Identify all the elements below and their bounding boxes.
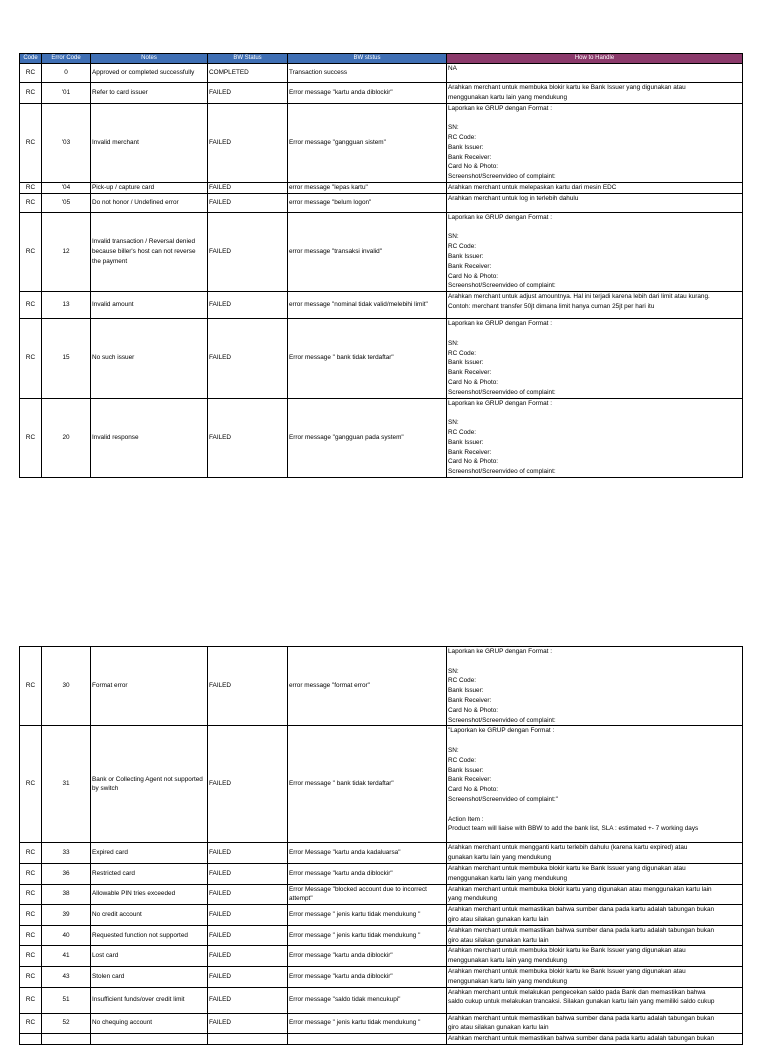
cell-code: RC [20, 398, 42, 477]
cell-error-code [42, 1034, 91, 1045]
table-row [20, 83, 743, 104]
cell-how-to-handle: Arahkan merchant untuk membuka blokir kartu ke Bank Issuer yang digunakan atau menggunakan kartu lain yang mendukung [447, 946, 743, 967]
cell-bw-status: FAILED [208, 193, 288, 212]
cell-how-to-handle: Arahkan merchant untuk memastikan bahwa sumber dana pada kartu adalah tabungan bukan giro atau silakan gunakan kartu lain [447, 905, 743, 926]
cell-notes: Format error [91, 647, 208, 726]
cell-notes: Invalid amount [91, 292, 208, 319]
cell-code: RC [20, 103, 42, 182]
cell-bw-status: FAILED [208, 863, 288, 884]
cell-error-code: 39 [42, 905, 91, 926]
error-code-table-bottom [19, 646, 743, 1045]
cell-bw-message: Transaction success [288, 64, 447, 83]
cell-notes: No such issuer [91, 319, 208, 398]
cell-error-code: 13 [42, 292, 91, 319]
cell-bw-message: Error message " jenis kartu tidak mendukung " [288, 1013, 447, 1034]
cell-how-to-handle: Arahkan merchant untuk membuka blokir kartu yang digunakan atau menggunakan kartu lain yang mendukung [447, 884, 743, 905]
cell-how-to-handle: Laporkan ke GRUP dengan Format : SN: RC Code: Bank Issuer: Bank Receiver: Card No & Photo: Screenshot/Screenvideo of complaint: [447, 398, 743, 477]
cell-bw-message: Error Message "kartu anda kadaluarsa" [288, 843, 447, 864]
cell-code: RC [20, 1013, 42, 1034]
table-row [20, 212, 743, 291]
cell-code: RC [20, 946, 42, 967]
cell-bw-status: FAILED [208, 212, 288, 291]
table-row [20, 987, 743, 1013]
cell-notes: Insufficient funds/over credit limit [91, 987, 208, 1013]
cell-code: RC [20, 193, 42, 212]
cell-notes: Pick-up / capture card [91, 182, 208, 193]
cell-error-code: 15 [42, 319, 91, 398]
cell-bw-message: Error message "kartu anda diblockir" [288, 863, 447, 884]
cell-code: RC [20, 182, 42, 193]
header-how-to-handle: How to Handle [447, 54, 743, 64]
cell-how-to-handle: Arahkan merchant untuk melepaskan kartu dari mesin EDC [447, 182, 743, 193]
cell-bw-message: Error message " jenis kartu tidak mendukung " [288, 925, 447, 946]
header-error-code: Error Code [42, 54, 91, 64]
header-notes: Notes [91, 54, 208, 64]
cell-bw-status: FAILED [208, 884, 288, 905]
cell-notes: Requested function not supported [91, 925, 208, 946]
cell-bw-message: error message "transaksi invalid" [288, 212, 447, 291]
cell-code: RC [20, 647, 42, 726]
cell-code: RC [20, 987, 42, 1013]
table-row [20, 843, 743, 864]
table-row [20, 1034, 743, 1045]
cell-code: RC [20, 884, 42, 905]
table-row [20, 905, 743, 926]
cell-bw-status: FAILED [208, 843, 288, 864]
cell-bw-message [288, 1034, 447, 1045]
cell-bw-message: Error message "kartu anda diblockir" [288, 946, 447, 967]
cell-bw-message: Error message "saldo tidak mencukupi" [288, 987, 447, 1013]
cell-how-to-handle: Arahkan merchant untuk membuka blokir kartu ke Bank Issuer yang digunakan atau menggunakan kartu lain yang mendukung [447, 83, 743, 104]
cell-how-to-handle: NA [447, 64, 743, 83]
table-row [20, 64, 743, 83]
cell-notes: Invalid transaction / Reversal denied because biller's host can not reverse the payment [91, 212, 208, 291]
cell-how-to-handle: Laporkan ke GRUP dengan Format : SN: RC Code: Bank Issuer: Bank Receiver: Card No & Photo: Screenshot/Screenvideo of complaint: [447, 103, 743, 182]
cell-how-to-handle: Arahkan merchant untuk membuka blokir kartu ke Bank Issuer yang digunakan atau menggunakan kartu lain yang mendukung [447, 863, 743, 884]
cell-bw-status: FAILED [208, 1013, 288, 1034]
cell-error-code: 40 [42, 925, 91, 946]
cell-notes: Bank or Collecting Agent not supported by switch [91, 726, 208, 843]
cell-notes: Invalid response [91, 398, 208, 477]
cell-notes: Do not honor / Undefined error [91, 193, 208, 212]
table-row [20, 398, 743, 477]
cell-bw-status: FAILED [208, 319, 288, 398]
cell-bw-status [208, 1034, 288, 1045]
table-row [20, 925, 743, 946]
cell-how-to-handle: Arahkan merchant untuk memastikan bahwa sumber dana pada kartu adalah tabungan bukan [447, 1034, 743, 1045]
cell-notes: Restricted card [91, 863, 208, 884]
header-bw-status: BW Status [208, 54, 288, 64]
cell-bw-status: FAILED [208, 398, 288, 477]
cell-how-to-handle: Arahkan merchant untuk memastikan bahwa sumber dana pada kartu adalah tabungan bukan giro atau silakan gunakan kartu lain [447, 1013, 743, 1034]
cell-error-code: '05 [42, 193, 91, 212]
cell-code: RC [20, 905, 42, 926]
cell-code: RC [20, 966, 42, 987]
cell-how-to-handle: Laporkan ke GRUP dengan Format : SN: RC Code: Bank Issuer: Bank Receiver: Card No & Photo: Screenshot/Screenvideo of complaint: [447, 319, 743, 398]
cell-error-code: 12 [42, 212, 91, 291]
cell-notes: Allowable PIN tries exceeded [91, 884, 208, 905]
cell-code: RC [20, 863, 42, 884]
cell-error-code: 52 [42, 1013, 91, 1034]
cell-bw-status: FAILED [208, 987, 288, 1013]
cell-how-to-handle: Laporkan ke GRUP dengan Format : SN: RC Code: Bank Issuer: Bank Receiver: Card No & Photo: Screenshot/Screenvideo of complaint: [447, 212, 743, 291]
cell-how-to-handle: Laporkan ke GRUP dengan Format : SN: RC Code: Bank Issuer: Bank Receiver: Card No & Photo: Screenshot/Screenvideo of complaint: [447, 647, 743, 726]
table-row [20, 319, 743, 398]
table-row [20, 863, 743, 884]
cell-bw-status: FAILED [208, 726, 288, 843]
cell-bw-message: error message "lepas kartu" [288, 182, 447, 193]
table-row [20, 182, 743, 193]
cell-how-to-handle: Arahkan merchant untuk memastikan bahwa sumber dana pada kartu adalah tabungan bukan giro atau silakan gunakan kartu lain [447, 925, 743, 946]
cell-bw-status: FAILED [208, 182, 288, 193]
cell-code: RC [20, 83, 42, 104]
table-row [20, 103, 743, 182]
cell-bw-status: FAILED [208, 966, 288, 987]
cell-bw-status: FAILED [208, 103, 288, 182]
cell-error-code: '01 [42, 83, 91, 104]
cell-how-to-handle: "Laporkan ke GRUP dengan Format : SN: RC Code: Bank Issuer: Bank Receiver: Card No & Photo: Screenshot/Screenvideo of complaint:" Action Item : Product team will liaise with BBW to add the bank list, SLA : estimated +- 7 working days [447, 726, 743, 843]
cell-bw-message: Error message "gangguan pada system" [288, 398, 447, 477]
cell-error-code: 41 [42, 946, 91, 967]
cell-how-to-handle: Arahkan merchant untuk log in terlebih dahulu [447, 193, 743, 212]
cell-notes: Invalid merchant [91, 103, 208, 182]
cell-bw-message: error message "belum logon" [288, 193, 447, 212]
cell-bw-message: Error message "gangguan sistem" [288, 103, 447, 182]
cell-how-to-handle: Arahkan merchant untuk melakukan pengecekan saldo pada Bank dan memastikan bahwa saldo cukup untuk melakukan trancaksi. Silakan gunakan kartu lain yang memiliki saldo cukup [447, 987, 743, 1013]
table-row [20, 647, 743, 726]
cell-notes: Approved or completed successfully [91, 64, 208, 83]
table-row [20, 884, 743, 905]
header-code: Code [20, 54, 42, 64]
cell-how-to-handle: Arahkan merchant untuk membuka blokir kartu ke Bank Issuer yang digunakan atau menggunakan kartu lain yang mendukung [447, 966, 743, 987]
table-row [20, 966, 743, 987]
cell-bw-message: Error message "kartu anda diblockir" [288, 83, 447, 104]
cell-bw-status: FAILED [208, 647, 288, 726]
cell-bw-message: error message "format error" [288, 647, 447, 726]
cell-error-code: '03 [42, 103, 91, 182]
cell-bw-status: FAILED [208, 83, 288, 104]
error-code-table-top [19, 53, 743, 478]
table-row [20, 193, 743, 212]
cell-error-code: 38 [42, 884, 91, 905]
cell-notes: Stolen card [91, 966, 208, 987]
cell-code: RC [20, 726, 42, 843]
cell-code: RC [20, 843, 42, 864]
cell-notes: No credit account [91, 905, 208, 926]
cell-notes [91, 1034, 208, 1045]
cell-error-code: 0 [42, 64, 91, 83]
cell-bw-message: Error Message "blocked account due to incorrect attempt" [288, 884, 447, 905]
header-row [20, 54, 743, 64]
cell-bw-message: error message "nominal tidak valid/melebihi limit" [288, 292, 447, 319]
cell-bw-status: FAILED [208, 946, 288, 967]
cell-code: RC [20, 292, 42, 319]
table-row [20, 726, 743, 843]
header-bw-ststus: BW ststus [288, 54, 447, 64]
cell-bw-status: COMPLETED [208, 64, 288, 83]
cell-error-code: 43 [42, 966, 91, 987]
cell-bw-status: FAILED [208, 292, 288, 319]
cell-code: RC [20, 64, 42, 83]
cell-bw-message: Error message " bank tidak terdaftar" [288, 726, 447, 843]
cell-code [20, 1034, 42, 1045]
cell-error-code: '04 [42, 182, 91, 193]
cell-error-code: 36 [42, 863, 91, 884]
cell-bw-status: FAILED [208, 905, 288, 926]
cell-bw-message: Error message " bank tidak terdaftar" [288, 319, 447, 398]
cell-how-to-handle: Arahkan merchant untuk adjust amountnya. Hal ini terjadi karena lebih dari limit atau kurang. Contoh: merchant transfer 50jt dimana limit hanya cuman 25jt per hari itu [447, 292, 743, 319]
cell-how-to-handle: Arahkan merchant untuk mengganti kartu terlebih dahulu (karena kartu expired) atau gunakan kartu lain yang mendukung [447, 843, 743, 864]
cell-notes: No chequing account [91, 1013, 208, 1034]
cell-code: RC [20, 319, 42, 398]
table-row [20, 946, 743, 967]
cell-code: RC [20, 925, 42, 946]
cell-error-code: 51 [42, 987, 91, 1013]
cell-notes: Expired card [91, 843, 208, 864]
cell-bw-message: Error message "kartu anda diblockir" [288, 966, 447, 987]
cell-error-code: 20 [42, 398, 91, 477]
cell-bw-status: FAILED [208, 925, 288, 946]
table-row [20, 292, 743, 319]
cell-error-code: 30 [42, 647, 91, 726]
cell-code: RC [20, 212, 42, 291]
cell-notes: Refer to card issuer [91, 83, 208, 104]
table-row [20, 1013, 743, 1034]
cell-error-code: 33 [42, 843, 91, 864]
cell-error-code: 31 [42, 726, 91, 843]
cell-bw-message: Error message " jenis kartu tidak mendukung " [288, 905, 447, 926]
cell-notes: Lost card [91, 946, 208, 967]
